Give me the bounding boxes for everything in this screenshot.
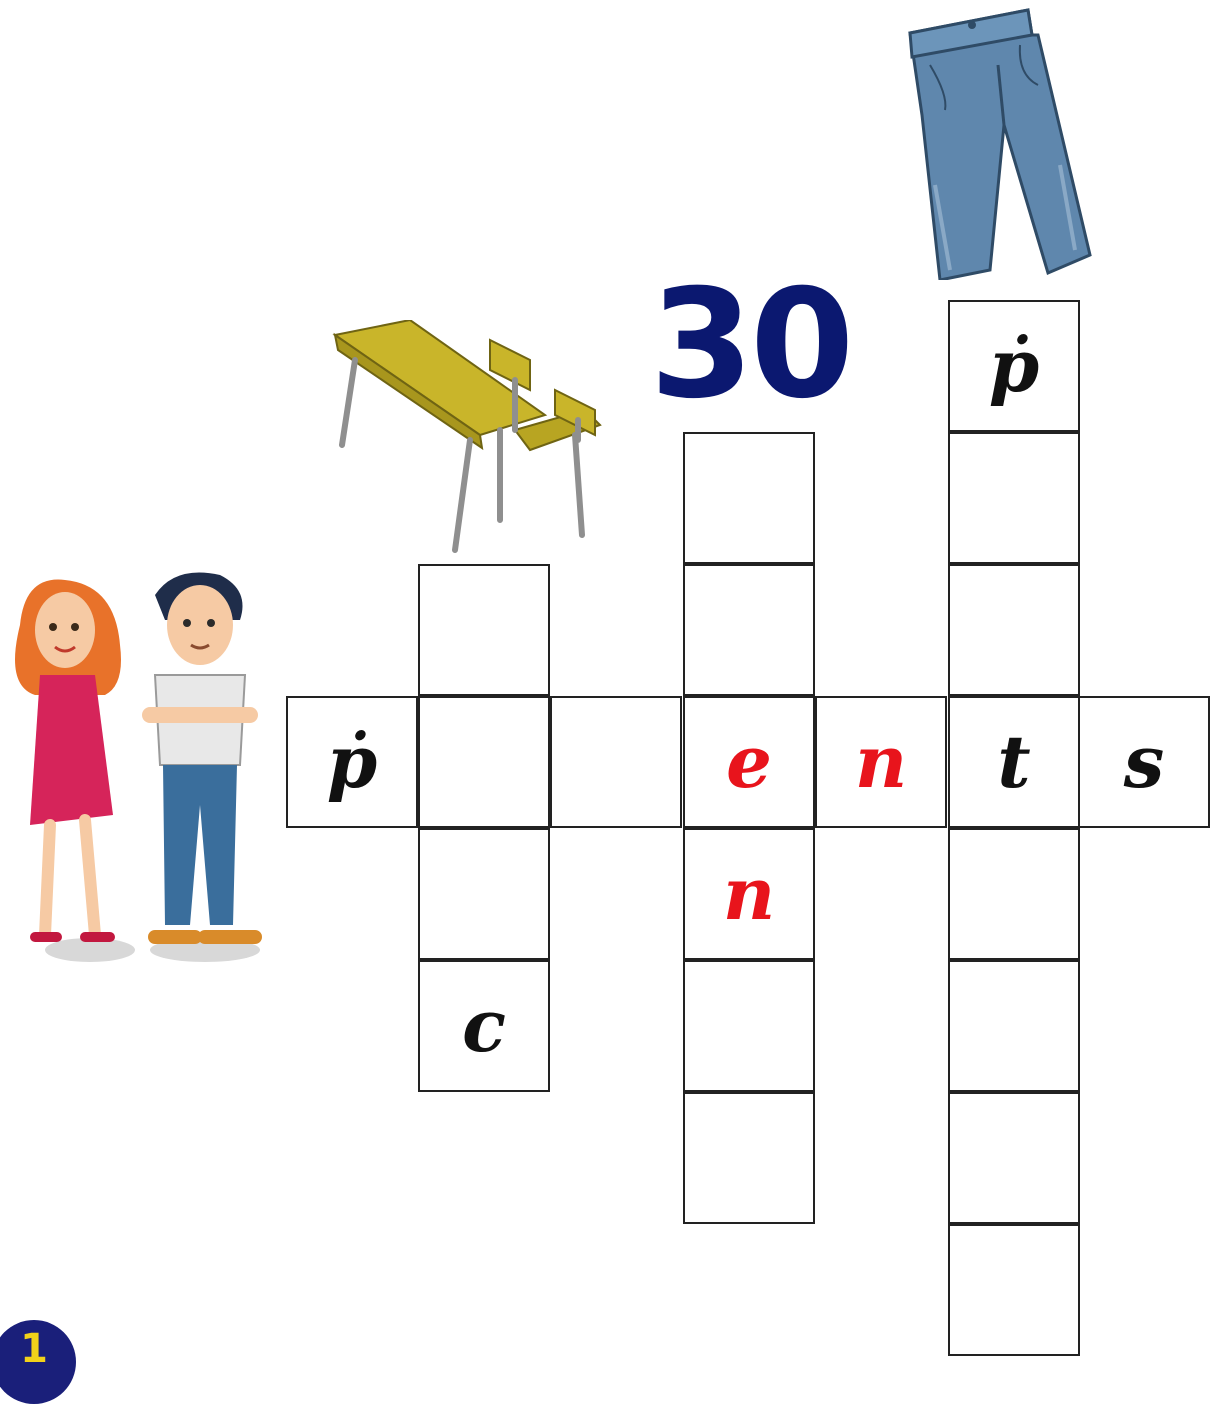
grid-cell[interactable] bbox=[948, 1092, 1080, 1224]
parents-icon bbox=[5, 565, 265, 970]
cell-letter: t bbox=[997, 719, 1031, 804]
grid-cell[interactable] bbox=[550, 696, 682, 828]
puzzle-number: 30 bbox=[649, 258, 851, 432]
cell-letter: ṗ bbox=[326, 719, 378, 804]
grid-cell[interactable] bbox=[418, 828, 550, 960]
grid-cell[interactable] bbox=[683, 696, 815, 828]
grid-cell[interactable] bbox=[683, 828, 815, 960]
cell-letter: ṗ bbox=[988, 323, 1040, 408]
grid-cell[interactable] bbox=[418, 696, 550, 828]
grid-cell[interactable] bbox=[418, 564, 550, 696]
grid-cell[interactable] bbox=[948, 432, 1080, 564]
cell-letter: n bbox=[722, 851, 776, 936]
school-desk-icon bbox=[330, 320, 610, 560]
grid-cell[interactable] bbox=[683, 960, 815, 1092]
grid-cell[interactable] bbox=[948, 300, 1080, 432]
cell-letter: s bbox=[1123, 719, 1165, 804]
grid-cell[interactable] bbox=[948, 828, 1080, 960]
grid-cell[interactable] bbox=[948, 564, 1080, 696]
cell-letter: e bbox=[726, 719, 772, 804]
grid-cell[interactable] bbox=[683, 432, 815, 564]
grid-cell[interactable] bbox=[418, 960, 550, 1092]
cell-letter: n bbox=[854, 719, 908, 804]
page-number-badge: 1 bbox=[0, 1320, 76, 1404]
grid-cell[interactable] bbox=[948, 1224, 1080, 1356]
grid-cell[interactable] bbox=[948, 696, 1080, 828]
grid-cell[interactable] bbox=[948, 960, 1080, 1092]
grid-cell[interactable] bbox=[1078, 696, 1210, 828]
grid-cell[interactable] bbox=[683, 1092, 815, 1224]
grid-cell[interactable] bbox=[683, 564, 815, 696]
jeans-icon bbox=[900, 5, 1100, 280]
cell-letter: c bbox=[462, 983, 506, 1068]
grid-cell[interactable] bbox=[815, 696, 947, 828]
grid-cell[interactable] bbox=[286, 696, 418, 828]
